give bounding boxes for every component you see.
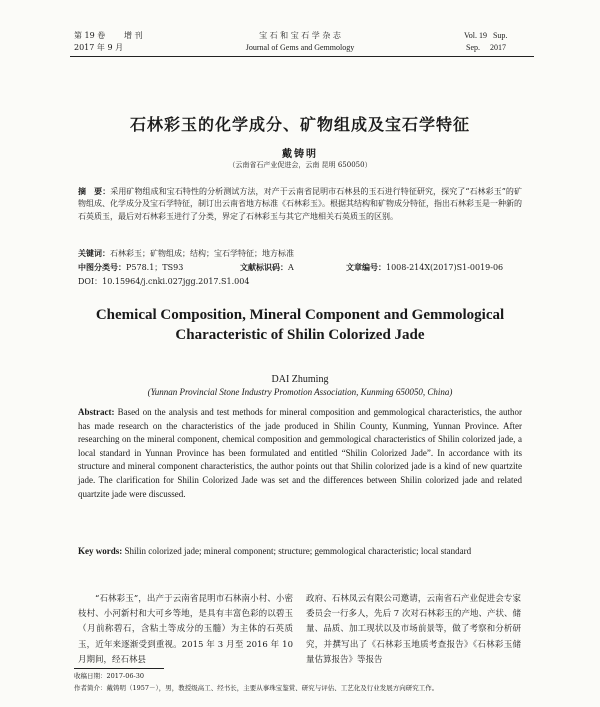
document-code-label: 文献标识码：: [240, 262, 288, 272]
article-number-label: 文章编号：: [346, 262, 386, 272]
affiliation-cn: （云南省石产业促进会，云南 昆明 650050）: [228, 161, 372, 169]
article-number-value: 1008-214X(2017)S1-0019-06: [386, 263, 504, 272]
document-code: [240, 262, 294, 273]
abstract-en-label: Abstract:: [78, 407, 115, 417]
keywords-cn-label: 关键词：: [78, 248, 110, 258]
abstract-en-text: Based on the analysis and test methods for mineral composition and gemmological characteristics, the author has made research on the characteristics of the jade produced in Shilin County, Kunming, Yunnan Province. After researching on the mineral component, chemical composition and gemmological characteristics of Shilin colorized jade, a local standard in Yunnan Province has been formulated and entitled “Shilin Colorized Jade”. In accordance with its structure and mineral component characteristics, the author points out that Shilin colorized jade is a kind of new quartzite jade. The clarification for Shilin Colorized Jade was set and the differences between Shilin colorized jade and related quartzite jade were discussed.: [78, 407, 522, 499]
keywords-cn: [78, 248, 294, 259]
article-title-cn: 石林彩玉的化学成分、矿物组成及宝石学特征: [129, 115, 470, 134]
abstract-cn: [78, 185, 522, 223]
journal-name-cn: 宝 石 和 宝 石 学 杂 志: [259, 31, 341, 40]
keywords-en-label: Key words:: [78, 546, 123, 556]
header-volume: 第 19 卷: [74, 31, 106, 40]
author-name-cn: 戴铸明: [282, 149, 318, 160]
body-left-column: “石林彩玉”，出产于云南省昆明市石林南小村、小密枝村、小河新村和大可乡等地，是具有丰富色彩的以碧玉（月前称碧石，含粘土等成分的玉髓）为主体的石英质玉，近年来逐渐受到重视。2015 年 3 月至 2016 年 10 月期间，经石林县: [78, 594, 293, 665]
clc-value: P578.1；TS93: [126, 263, 184, 272]
footnote-received: 收稿日期：2017-06-30: [74, 672, 144, 680]
abstract-cn-text: 采用矿物组成和宝石特性的分析测试方法，对产于云南省昆明市石林县的玉石进行特征研究，探究了“石林彩玉”的矿物组成、化学成分及宝石学特征，制订出云南省地方标准《石林彩玉》。根据其结构和矿物成分特征，指出石林彩玉是一种新的石英质玉，最后对石林彩玉进行了分类，界定了石林彩玉与其它产地相关石英质玉的区别。: [78, 187, 522, 221]
abstract-cn-label: 摘 要：: [78, 186, 111, 196]
document-code-value: A: [288, 263, 294, 272]
author-name-en: DAI Zhuming: [271, 374, 329, 385]
keywords-en: [78, 545, 522, 559]
footnote-rule: [74, 668, 164, 669]
article-title-en-line1: Chemical Composition, Mineral Component and Gemmological: [95, 307, 505, 323]
header-rule: [70, 56, 534, 57]
doi: DOI：10.15964/j.cnki.027jgg.2017.S1.004: [78, 277, 250, 286]
keywords-cn-text: 石林彩玉；矿物组成；结构；宝石学特征；地方标准: [110, 249, 294, 258]
header-date: 2017 年 9 月: [74, 43, 124, 52]
footnote-author-bio: 作者简介：戴铸明（1957－），男，教授级高工、经书长，主要从事珠宝鉴赏、研究与评估、工艺化及行业发展方向研究工作。: [74, 684, 439, 692]
article-number: [346, 262, 503, 273]
journal-name-en: Journal of Gems and Gemmology: [245, 43, 355, 52]
keywords-en-text: Shilin colorized jade; mineral component; structure; gemmological characteristic; local standard: [124, 546, 472, 556]
header-issue: 增 刊: [124, 31, 143, 40]
article-title-en: [0, 305, 600, 345]
affiliation-en: (Yunnan Provincial Stone Industry Promotion Association, Kunming 650050, China): [147, 387, 453, 397]
header-date-en: Sep. 2017: [466, 43, 506, 52]
article-title-en-line2: Characteristic of Shilin Colorized Jade: [175, 327, 425, 343]
clc-label: 中图分类号：: [78, 262, 126, 272]
header-volume-en: Vol. 19 Sup.: [464, 31, 508, 40]
clc-number: [78, 262, 183, 273]
abstract-en: [78, 406, 522, 501]
body-right-column: 政府、石林凤云有限公司邀请，云南省石产业促进会专家委员会一行多人，先后 7 次对石林彩玉的产地、产状、储量、品质、加工现状以及市场前景等，做了考察和分析研究，并撰写出了《石林彩玉地质考查报告》《石林彩玉储量估算报告》等报告: [306, 594, 521, 665]
